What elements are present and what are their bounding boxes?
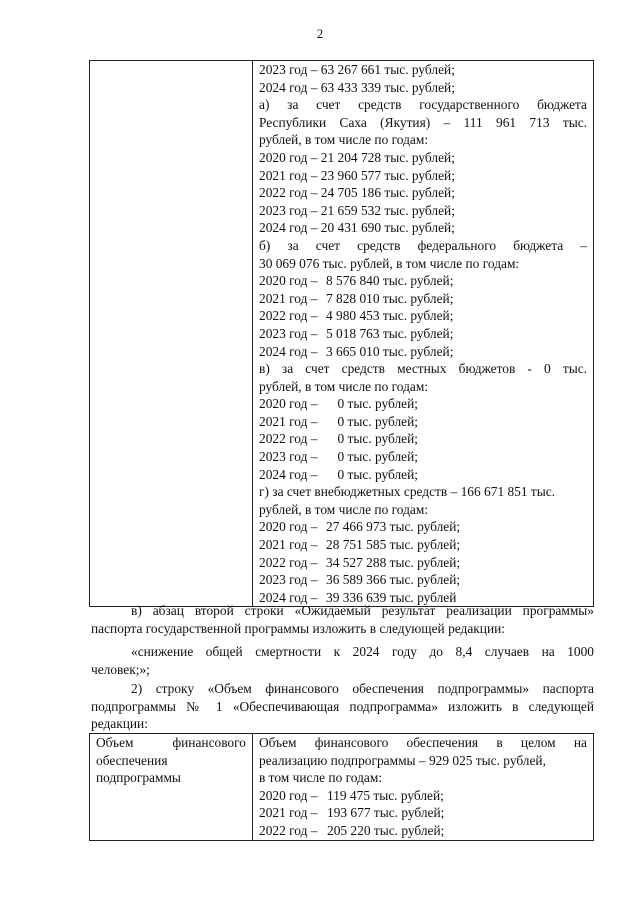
- table-right-cell: [253, 734, 594, 841]
- amount-value: 119 475 тыс. рублей;: [327, 787, 444, 803]
- local-year-row: [259, 395, 587, 413]
- table-left-cell: [90, 61, 253, 607]
- amount-value: 205 220 тыс. рублей;: [327, 822, 445, 838]
- extra-year-row: [259, 536, 587, 554]
- text-line: реализацию подпрограммы – 929 025 тыс. рублей,: [259, 752, 546, 768]
- paragraph-expected-result: [91, 602, 594, 637]
- amount-value: 7 828 010 тыс. рублей;: [326, 290, 454, 306]
- text-line: Республики Саха (Якутия) – 111 961 713 тыс.: [259, 114, 587, 130]
- row-label-line: Объем финансового: [96, 735, 246, 750]
- paragraph-line: человек;»;: [91, 661, 150, 677]
- amount-value: 193 677 тыс. рублей;: [327, 805, 445, 821]
- federal-year-row: [259, 343, 587, 361]
- local-year-row: [259, 448, 587, 466]
- text-line: 2023 год – 21 659 532 тыс. рублей;: [259, 202, 455, 218]
- paragraph-line: в) абзац второй строки «Ожидаемый результат реализации программы»: [131, 603, 594, 618]
- paragraph-line: «снижение общей смертности к 2024 году до 8,4 случаев на 1000: [131, 644, 594, 659]
- year-label: 2020 год –: [259, 519, 318, 535]
- extra-year-row: [259, 571, 587, 589]
- text-line: 2024 год – 63 433 339 тыс. рублей;: [259, 79, 455, 95]
- extra-year-row: [259, 554, 587, 572]
- text-line: 2022 год – 24 705 186 тыс. рублей;: [259, 185, 455, 201]
- amount-value: 0 тыс. рублей;: [337, 396, 418, 412]
- amount-value: 3 665 010 тыс. рублей;: [326, 343, 454, 359]
- table-right-cell: [253, 61, 594, 607]
- text-line: 2020 год – 21 204 728 тыс. рублей;: [259, 149, 455, 165]
- table-left-cell: [90, 734, 253, 841]
- subprogram-year-row: [259, 822, 587, 840]
- subprogram-year-row: [259, 787, 587, 805]
- paragraph-line: 2) строку «Объем финансового обеспечения подпрограммы» паспорта: [131, 681, 594, 696]
- year-label: 2021 год –: [259, 537, 318, 553]
- local-year-row: [259, 430, 587, 448]
- text-line: б) за счет средств федерального бюджета –: [259, 237, 587, 253]
- extra-year-row: [259, 518, 587, 536]
- year-label: 2020 год –: [259, 273, 318, 289]
- text-line: 2024 год – 20 431 690 тыс. рублей;: [259, 220, 455, 236]
- federal-year-row: [259, 307, 587, 325]
- federal-year-row: [259, 290, 587, 308]
- amount-value: 4 980 453 тыс. рублей;: [326, 308, 454, 324]
- year-label: 2023 год –: [259, 449, 318, 465]
- financing-table: [89, 60, 594, 607]
- amount-value: 28 751 585 тыс. рублей;: [326, 537, 461, 553]
- amount-value: 34 527 288 тыс. рублей;: [326, 554, 461, 570]
- amount-value: 36 589 366 тыс. рублей;: [326, 572, 461, 588]
- text-line: г) за счет внебюджетных средств – 166 671 851 тыс.: [259, 484, 556, 500]
- year-label: 2022 год –: [259, 822, 318, 838]
- text-line: 2021 год – 23 960 577 тыс. рублей;: [259, 167, 455, 183]
- year-label: 2021 год –: [259, 805, 318, 821]
- text-line: 30 069 076 тыс. рублей, в том числе по годам:: [259, 255, 520, 271]
- text-line: рублей, в том числе по годам:: [259, 501, 429, 517]
- amount-value: 39 336 639 тыс. рублей: [326, 589, 457, 605]
- amount-value: 8 576 840 тыс. рублей;: [326, 273, 454, 289]
- paragraph-subprogram: [91, 680, 594, 733]
- text-line: Объем финансового обеспечения в целом на: [259, 735, 587, 750]
- row-label-line: обеспечения: [96, 752, 168, 768]
- paragraph-quote: [91, 643, 594, 678]
- text-line: в том числе по годам:: [259, 770, 383, 786]
- year-label: 2022 год –: [259, 308, 318, 324]
- federal-year-row: [259, 272, 587, 290]
- year-label: 2021 год –: [259, 413, 318, 429]
- paragraph-line: редакции:: [91, 716, 148, 732]
- amount-value: 0 тыс. рублей;: [337, 431, 418, 447]
- local-year-row: [259, 413, 587, 431]
- amount-value: 0 тыс. рублей;: [337, 449, 418, 465]
- year-label: 2021 год –: [259, 290, 318, 306]
- amount-value: 0 тыс. рублей;: [337, 413, 418, 429]
- text-line: в) за счет средств местных бюджетов - 0 тыс.: [259, 361, 587, 377]
- amount-value: 27 466 973 тыс. рублей;: [326, 519, 461, 535]
- year-label: 2023 год –: [259, 572, 318, 588]
- amount-value: 0 тыс. рублей;: [337, 466, 418, 482]
- amount-value: 5 018 763 тыс. рублей;: [326, 325, 454, 341]
- paragraph-line: подпрограммы № 1 «Обеспечивающая подпрограмма» изложить в следующей: [91, 698, 594, 714]
- text-line: 2023 год – 63 267 661 тыс. рублей;: [259, 62, 455, 77]
- local-year-row: [259, 466, 587, 484]
- year-label: 2024 год –: [259, 589, 318, 605]
- year-label: 2022 год –: [259, 554, 318, 570]
- year-label: 2022 год –: [259, 431, 318, 447]
- subprogram-year-row: [259, 804, 587, 822]
- subprogram-table: [89, 733, 594, 841]
- row-label-line: подпрограммы: [96, 770, 181, 786]
- paragraph-line: паспорта государственной программы изложить в следующей редакции:: [91, 620, 506, 636]
- federal-year-row: [259, 325, 587, 343]
- year-label: 2023 год –: [259, 325, 318, 341]
- text-line: рублей, в том числе по годам:: [259, 132, 429, 148]
- text-line: рублей, в том числе по годам:: [259, 378, 429, 394]
- year-label: 2024 год –: [259, 466, 318, 482]
- year-label: 2020 год –: [259, 396, 318, 412]
- year-label: 2024 год –: [259, 343, 318, 359]
- page-number: 2: [316, 26, 324, 41]
- text-line: а) за счет средств государственного бюджета: [259, 97, 587, 113]
- year-label: 2020 год –: [259, 787, 318, 803]
